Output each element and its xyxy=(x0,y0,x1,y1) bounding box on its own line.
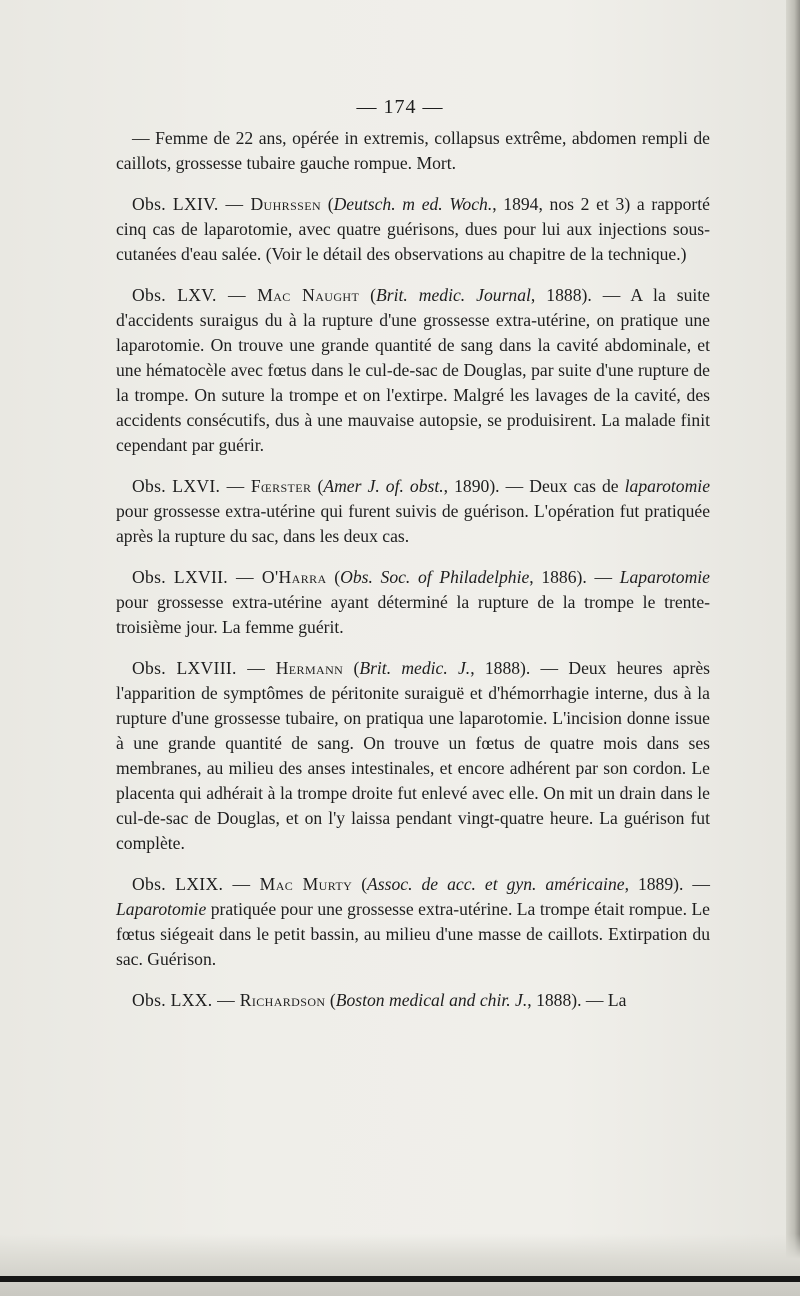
paragraph-obs-lxvii: Obs. LXVII. — O'Harra (Obs. Soc. of Philadelphie, 1886). — Laparotomie pour grossesse extra-utérine ayant déterminé la rupture de la trompe le trente-troisième jour. La femme guérit. xyxy=(116,567,710,637)
obs-label: Obs. LXIV. — xyxy=(132,194,251,214)
paragraph-obs-lxvi: Obs. LXVI. — Fœrster (Amer J. of. obst., 1890). — Deux cas de laparotomie pour grossesse extra-utérine qui furent suivis de guérison. L'opération fut pratiquée après la rupture du sac, dans les deux cas. xyxy=(116,476,710,546)
intro-text: — Femme de 22 ans, opérée in extremis, collapsus extrême, abdomen rempli de caillots, grossesse tubaire gauche rompue. Mort. xyxy=(116,128,710,173)
source-title: Assoc. de acc. et gyn. américaine xyxy=(367,874,625,894)
author-name: Richardson xyxy=(239,990,326,1010)
source-details: , 1894, nos 2 et 3) a xyxy=(492,194,645,214)
paragraph-intro xyxy=(116,126,710,176)
source-title: Deutsch. m ed. Woch. xyxy=(333,194,493,214)
author-name: Mac Murty xyxy=(259,874,353,894)
author-name: Mac Naught xyxy=(257,285,360,305)
author-name: Duhrssen xyxy=(250,194,322,214)
obs-label: Obs. LXV. — xyxy=(132,285,258,305)
paragraph-body: d'accidents suraigus du à la rupture d'une grossesse extra-utérine, on pratique une laparotomie. On trouve une grande quantité de sang dans la cavité abdominale, et une hématocèle avec fœtus dans le cul-de-sac de Douglas, par suite d'une rupture de la trompe. On suture la trompe et on l'extirpe. Malgré les lavages de la cavité, des accidents consécutifs, dus à une mauvaise autopsie, se produisirent. La malade finit cependant par guérir. xyxy=(116,310,710,455)
author-name: Fœrster xyxy=(250,476,312,496)
obs-label: Obs. LXX. — xyxy=(132,990,240,1010)
paragraph-body: pratiquée pour une grossesse extra-utérine. La trompe était rompue. Le fœtus siégeait dans le petit bassin, au milieu d'une masse de caillots. Extirpation du sac. Guérison. xyxy=(116,899,710,969)
obs-label: Obs. LXVII. — xyxy=(132,567,262,587)
obs-label: Obs. LXVIII. — xyxy=(132,658,276,678)
source-title: Amer J. of. obst. xyxy=(323,476,444,496)
italic-term: laparotomie xyxy=(624,476,710,496)
source-details: , 1888). — A la suite xyxy=(530,285,710,305)
paragraph-obs-lxiv: Obs. LXIV. — Duhrssen (Deutsch. m ed. Woch., 1894, nos 2 et 3) a rapporté cinq cas de laparotomie, avec quatre guérisons, dues pour lui aux injections sous-cutanées d'eau salée. (Voir le détail des observations au chapitre de la technique.) xyxy=(116,194,710,264)
paragraph-obs-lxviii: Obs. LXVIII. — Hermann (Brit. medic. J., 1888). — Deux heures après l'apparition de symptômes de péritonite suraiguë et d'hémorrhagie interne, dus à la rupture d'une grossesse tubaire, on pratiqua une laparotomie. L'incision donne issue à une grande quantité de sang. On trouve un fœtus de quatre mois dans ses membranes, au milieu des anses intestinales, et encore adhérent par son cordon. Le placenta qui adhérait à la trompe droite fut enlevé avec elle. On mit un drain dans le cul-de-sac de Douglas, et on l'y laissa pendant vingt-quatre heure. La guérison fut complète. xyxy=(116,658,710,853)
source-details: , 1890). — Deux cas de xyxy=(443,476,625,496)
source-title: Obs. Soc. of Philadelphie xyxy=(340,567,530,587)
source-title: Brit. medic. Journal xyxy=(376,285,531,305)
source-title: Boston medical and chir. J. xyxy=(335,990,528,1010)
page-edge-shadow xyxy=(786,0,800,1296)
italic-term: Laparotomie xyxy=(619,567,710,587)
italic-term: Laparotomie xyxy=(116,899,207,919)
paragraph-obs-lxix: Obs. LXIX. — Mac Murty (Assoc. de acc. et gyn. américaine, 1889). — Laparotomie pratiquée pour une grossesse extra-utérine. La trompe était rompue. Le fœtus siégeait dans le petit bassin, au milieu d'une masse de caillots. Extirpation du sac. Guérison. xyxy=(116,874,710,969)
paragraph-body: pour grossesse extra-utérine ayant déterminé la rupture de la trompe le trente-troisième jour. La femme guérit. xyxy=(116,592,710,637)
source-details: , 1889). — xyxy=(624,874,710,894)
text-body xyxy=(116,126,710,1029)
author-name: Hermann xyxy=(275,658,344,678)
paragraph-obs-lxv: Obs. LXV. — Mac Naught (Brit. medic. Journal, 1888). — A la suite d'accidents suraigus du à la rupture d'une grossesse extra-utérine, on pratique une laparotomie. On trouve une grande quantité de sang dans la cavité abdominale, et une hématocèle avec fœtus dans le cul-de-sac de Douglas, par suite d'une rupture de la trompe. On suture la trompe et on l'extirpe. Malgré les lavages de la cavité, des accidents consécutifs, dus à une mauvaise autopsie, se produisirent. La malade finit cependant par guérir. xyxy=(116,285,710,455)
paragraph-body: pour grossesse extra-utérine qui furent suivis de guérison. L'opération fut pratiquée après la rupture du sac, dans les deux cas. xyxy=(116,501,710,546)
obs-label: Obs. LXVI. — xyxy=(132,476,251,496)
source-details: , 1888). — La xyxy=(527,990,627,1010)
paragraph-body: rapporté cinq cas de laparotomie, avec quatre guérisons, dues pour lui aux injections sous-cutanées d'eau salée. (Voir le détail des observations au chapitre de la technique.) xyxy=(116,194,710,264)
source-title: Brit. medic. J. xyxy=(359,658,471,678)
paragraph-obs-lxx: Obs. LXX. — Richardson (Boston medical and chir. J., 1888). — La xyxy=(132,990,627,1010)
page-bottom-shadow xyxy=(0,1234,800,1296)
obs-label: Obs. LXIX. — xyxy=(132,874,260,894)
page-number: — 174 — xyxy=(356,96,444,118)
bottom-dark-rule xyxy=(0,1276,800,1282)
author-name: O'Harra xyxy=(261,567,327,587)
source-details: , 1886). — xyxy=(529,567,620,587)
source-details: , 1888). — Deux heures après xyxy=(470,658,710,678)
paragraph-body: l'apparition de symptômes de péritonite suraiguë et d'hémorrhagie interne, dus à la rupture d'une grossesse tubaire, on pratiqua une laparotomie. L'incision donne issue à une grande quantité de sang. On trouve un fœtus de quatre mois dans ses membranes, au milieu des anses intestinales, et encore adhérent par son cordon. Le placenta qui adhérait à la trompe droite fut enlevé avec elle. On mit un drain dans le cul-de-sac de Douglas, et on l'y laissa pendant vingt-quatre heure. La guérison fut complète. xyxy=(116,683,710,853)
